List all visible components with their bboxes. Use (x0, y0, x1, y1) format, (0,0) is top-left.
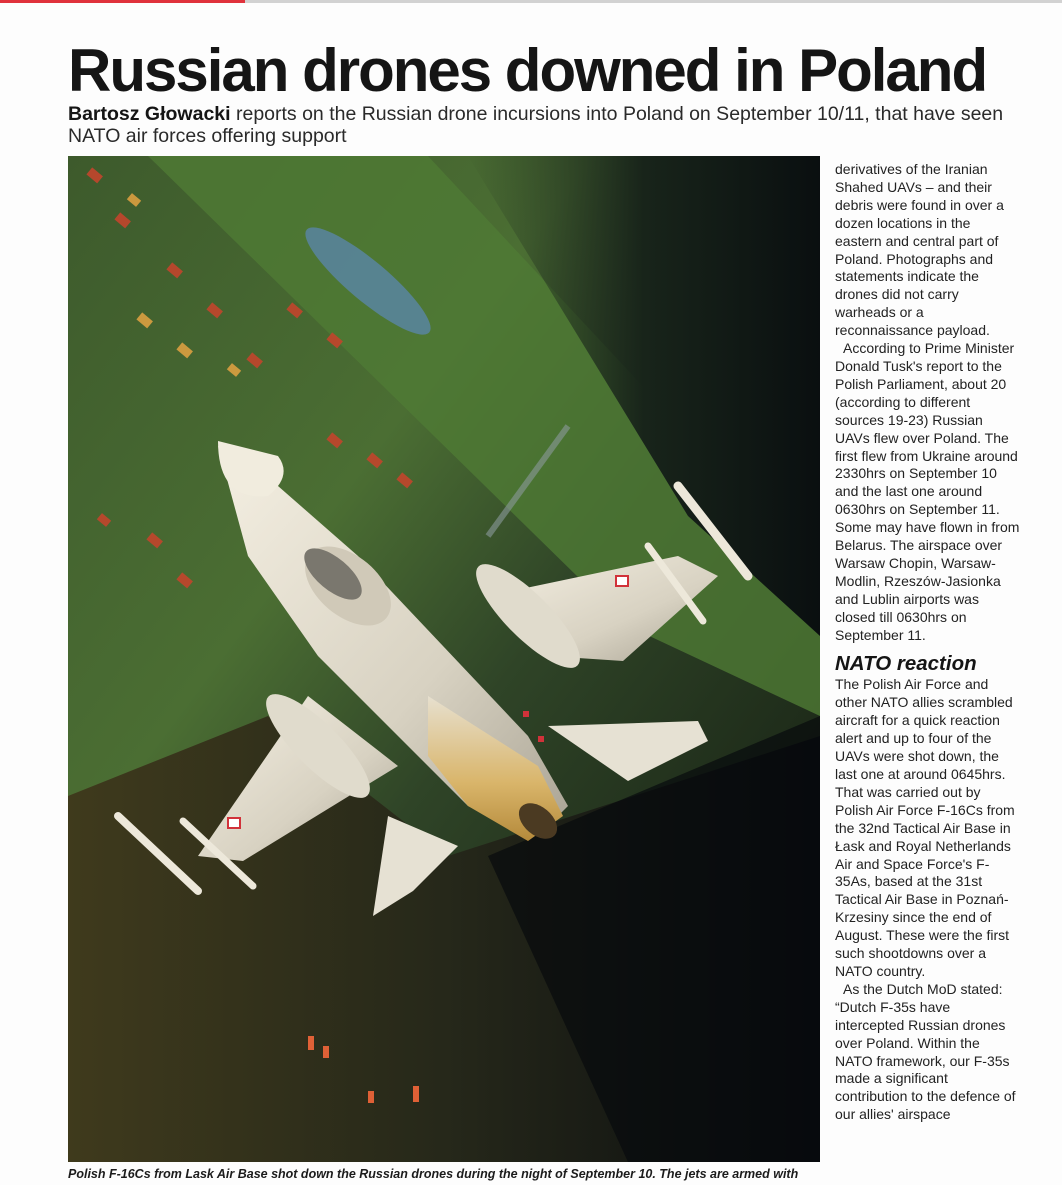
article-headline: Russian drones downed in Poland (68, 37, 987, 104)
body-paragraph: The Polish Air Force and other NATO allies scrambled aircraft for a quick reaction alert and up to four of the UAVs were shot down, the last one at around 0645hrs. That was carried out by Polish Air Force F-16Cs from the 32nd Tactical Air Base in Łask and Royal Netherlands Air and Space Force's F-35As, based at the 31st Tactical Air Base in Poznań-Krzesiny since the end of August. These were the first such shootdowns over a NATO country. (835, 676, 1015, 979)
standfirst-text: reports on the Russian drone incursions into Poland on September 10/11, that have seen NATO air forces offering support (68, 103, 1004, 147)
body-paragraph: As the Dutch MoD stated: “Dutch F-35s have intercepted Russian drones over Poland. Within the NATO framework, our F-35s made a significant contribution to the defence of our allies' airspace (835, 980, 1016, 1123)
lead-photo (68, 156, 820, 1162)
body-paragraph: According to Prime Minister Donald Tusk's report to the Polish Parliament, about 20 (according to different sources 19-23) Russian UAVs flew over Poland. The first flew from Ukraine around 2330hrs on September 10 and the last one around 0630hrs on September 11. Some may have flown in from Belarus. The airspace over Warsaw Chopin, Warsaw-Modlin, Rzeszów-Jasionka and Lublin airports was closed till 0630hrs on September 11. (835, 340, 1020, 643)
section-accent-bar (0, 0, 245, 3)
top-rule (0, 0, 1062, 3)
standfirst (68, 103, 1028, 147)
subhead-nato-reaction: NATO reaction (835, 652, 977, 676)
body-paragraph: derivatives of the Iranian Shahed UAVs – and their debris were found in over a dozen locations in the eastern and central part of Poland. Photographs and statements indicate the drones did not carry warheads or a reconnaissance payload. (835, 161, 1004, 339)
body-column (835, 161, 1020, 1124)
author-byline: Bartosz Głowacki (68, 103, 231, 125)
photo-caption: Polish F-16Cs from Lask Air Base shot down the Russian drones during the night of September 10. The jets are armed with (68, 1167, 799, 1181)
f16-aerial-photo (68, 156, 820, 1162)
